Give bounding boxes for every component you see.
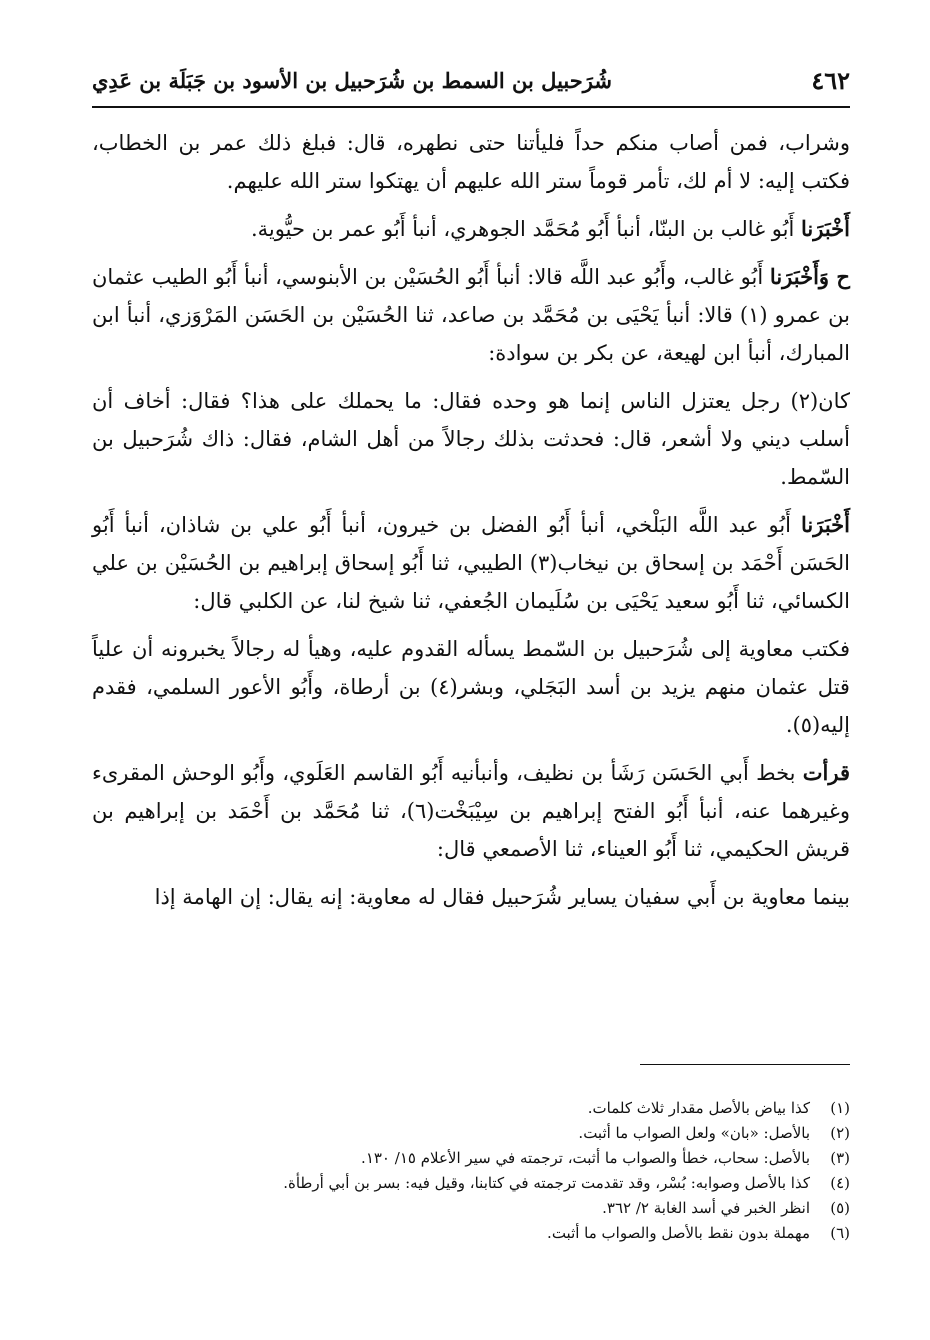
footnote-divider	[640, 1064, 850, 1065]
paragraph-text: أَبُو عبد اللَّه البَلْخي، أنبأ أَبُو الفضل بن خيرون، أنبأ أَبُو علي بن شاذان، أنبأ أَبُو الحَسَن أَحْمَد بن إسحاق بن نيخاب(٣) الطيبي، ثنا أَبُو إسحاق إبراهيم بن الحُسَيْن بن علي الكسائي، ثنا أَبُو سعيد يَحْيَى بن سُلَيمان الجُعفي، ثنا شيخ لنا، عن الكلبي قال:	[92, 513, 850, 613]
paragraph	[92, 754, 850, 868]
paragraph	[92, 382, 850, 496]
footnote-number: (٤)	[830, 1174, 850, 1192]
paragraph-text: أَبُو غالب، وأَبُو عبد اللَّه قالا: أنبأ أَبُو الحُسَيْن بن الأبنوسي، أنبأ أَبُو الطيب عثمان بن عمرو (١) قالا: أنبأ يَحْيَى بن مُحَمَّد بن صاعد، ثنا الحُسَيْن بن الحَسَن المَرْوَزي، أنبأ ابن المبارك، أنبأ ابن لهيعة، عن بكر بن سوادة:	[92, 265, 850, 365]
running-title: شُرَحبيل بن السمط بن شُرَحبيل بن الأسود بن جَبَلَة بن عَدِي	[92, 68, 612, 93]
paragraph-keyword: ح وَأَخْبَرَنا	[769, 264, 850, 289]
paragraph	[92, 630, 850, 744]
paragraph	[92, 258, 850, 372]
footnote-number: (٣)	[830, 1149, 850, 1167]
paragraph-text: وشراب، فمن أصاب منكم حداً فليأتنا حتى نطهره، قال: فبلغ ذلك عمر بن الخطاب، فكتب إليه: لا أم لك، تأمر قوماً ستر الله عليهم أن يهتكوا ستر الله عليهم.	[92, 131, 850, 193]
paragraph	[92, 878, 850, 916]
paragraph-text: بينما معاوية بن أَبي سفيان يساير شُرَحبيل فقال له معاوية: إنه يقال: إن الهامة إذا	[154, 885, 850, 909]
footnote-number: (٥)	[830, 1199, 850, 1217]
paragraph-keyword: أَخْبَرَنا	[801, 216, 850, 241]
footnote	[92, 1221, 850, 1246]
paragraph-text: بخط أَبي الحَسَن رَشَأ بن نظيف، وأنبأنيه أَبُو القاسم العَلَوي، وأَبُو الوحش المقرىء وغيرهما عنه، أنبأ أَبُو الفتح إبراهيم بن سِيْبَخْت(٦)، ثنا مُحَمَّد بن أَحْمَد بن إبراهيم بن قريش الحكيمي، ثنا أَبُو العيناء، ثنا الأصمعي قال:	[92, 761, 850, 861]
footnote-text: بالأصل: سحاب، خطأ والصواب ما أثبت، ترجمته في سير الأعلام ١٥/ ١٣٠.	[361, 1149, 810, 1167]
paragraph-text: كان(٢) رجل يعتزل الناس إنما هو وحده فقال: ما يحملك على هذا؟ فقال: أخاف أن أسلب ديني ولا أشعر، قال: فحدثت بذلك رجالاً من أهل الشام، فقال: ذاك شُرَحبيل بن السّمط.	[92, 389, 850, 489]
footnote	[92, 1171, 850, 1196]
footnote-text: انظر الخبر في أسد الغابة ٢/ ٣٦٢.	[602, 1199, 810, 1217]
footnote-number: (٦)	[830, 1224, 850, 1242]
paragraph-text: أَبُو غالب بن البنّا، أنبأ أَبُو مُحَمَّد الجوهري، أنبأ أَبُو عمر بن حيُّوية.	[250, 217, 802, 241]
footnote-number: (٢)	[830, 1124, 850, 1142]
paragraph	[92, 124, 850, 200]
footnote-text: بالأصل: «بان» ولعل الصواب ما أثبت.	[578, 1124, 810, 1142]
footnote-text: كذا بالأصل وصوابه: بُسْر، وقد تقدمت ترجمته في كتابنا، وقيل فيه: بسر بن أبي أرطأة.	[283, 1174, 810, 1192]
paragraph-keyword: أَخْبَرَنا	[801, 512, 850, 537]
main-text	[92, 124, 850, 926]
footnote	[92, 1121, 850, 1146]
page-header	[92, 60, 850, 108]
footnote	[92, 1096, 850, 1121]
footnotes	[92, 1096, 850, 1246]
page-number: ٤٦٢	[811, 66, 850, 95]
paragraph	[92, 210, 850, 248]
paragraph-text: فكتب معاوية إلى شُرَحبيل بن السّمط يسأله القدوم عليه، وهيأ له رجالاً يخبرونه أن علياً قتل عثمان منهم يزيد بن أسد البَجَلي، وبشر(٤) بن أرطاة، وأَبُو الأعور السلمي، فقدم إليه(٥).	[92, 637, 850, 737]
footnote	[92, 1146, 850, 1171]
footnote-text: كذا بياض بالأصل مقدار ثلاث كلمات.	[587, 1099, 810, 1117]
paragraph	[92, 506, 850, 620]
footnote-number: (١)	[830, 1099, 850, 1117]
paragraph-keyword: قرأت	[802, 760, 850, 785]
footnote-text: مهملة بدون نقط بالأصل والصواب ما أثبت.	[547, 1224, 810, 1242]
footnote	[92, 1196, 850, 1221]
